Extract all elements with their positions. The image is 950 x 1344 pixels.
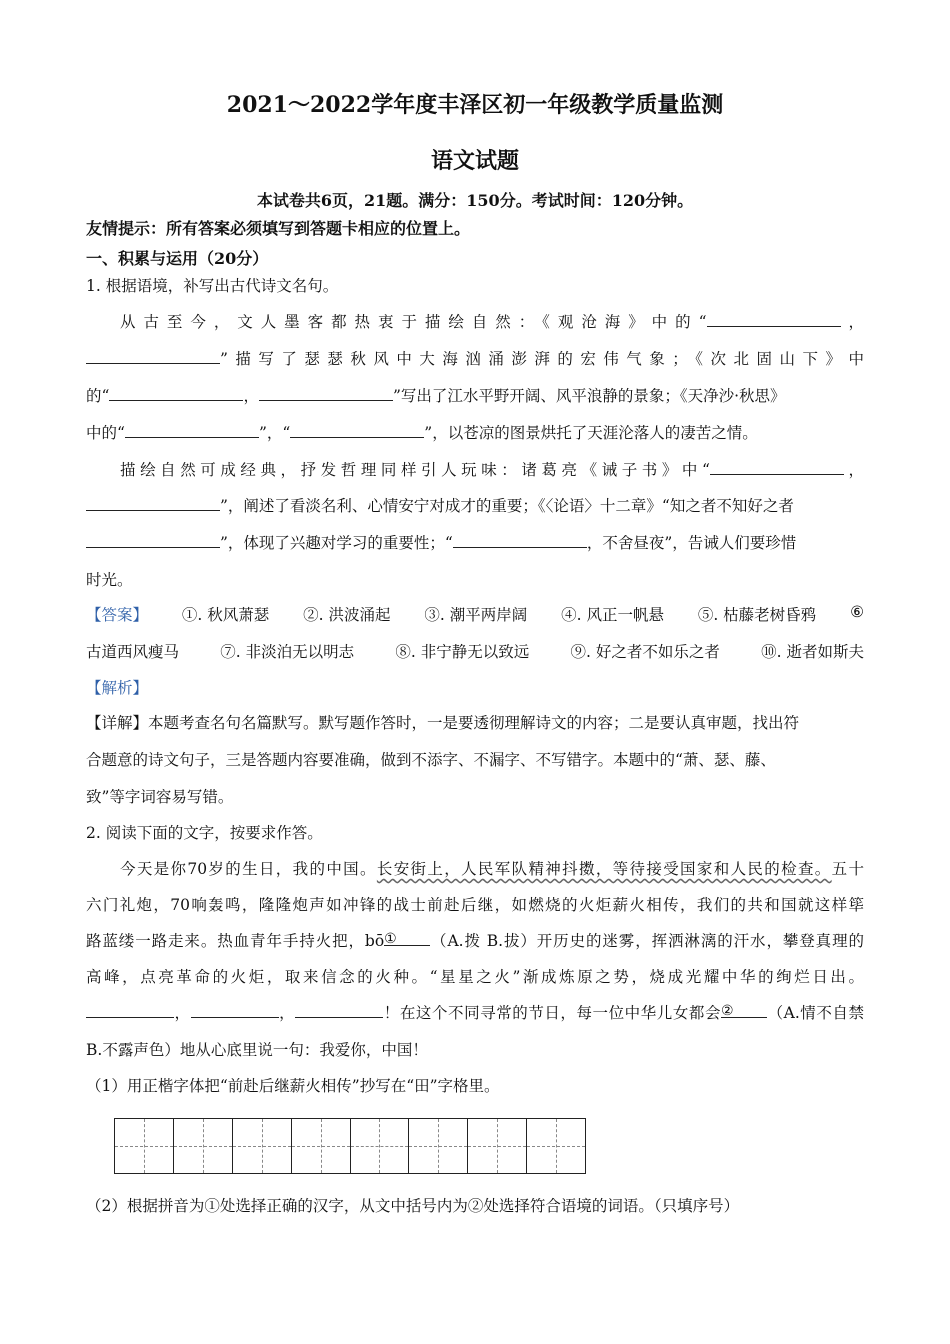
q1-p2-line3: ”，体现了兴趣对学习的重要性；“ ，不舍昼夜”，告诫人们要珍惜: [86, 531, 864, 553]
q1-p1-line2: ”描写了瑟瑟秋风中大海汹涌澎湃的宏伟气象；《次北固山下》中: [86, 347, 864, 369]
blank-8[interactable]: [86, 496, 220, 511]
answer-item: ③. 潮平两岸阔: [424, 606, 528, 624]
grid-cell[interactable]: [351, 1119, 410, 1173]
grid-cell[interactable]: [468, 1119, 527, 1173]
detail-line-3: 致”等字词容易写错。: [86, 788, 234, 806]
blank-6[interactable]: [290, 423, 424, 438]
exam-info: 本试卷共6页，21题。满分：150分。考试时间：120分钟。: [256, 191, 694, 210]
answer-item: 古道西风瘦马: [86, 643, 180, 661]
q1-p2-line4: 时光。: [86, 571, 133, 589]
blank-10[interactable]: [453, 533, 587, 548]
q1-p2-line2: ”，阐述了看淡名利、心情安宁对成才的重要；《〈论语〉十二章》“知之者不知好之者: [86, 494, 864, 516]
detail-line-2: 合题意的诗文句子，三是答题内容要准确，做到不添字、不漏字、不写错字。本题中的“萧、瑟、藤、: [86, 751, 776, 769]
q2-passage-line6: B.不露声色）地从心底里说一句：我爱你，中国！: [86, 1041, 428, 1059]
answer-label: 【答案】: [86, 606, 149, 624]
q2-passage-line1: 今天是你70岁的生日，我的中国。长安街上，人民军队精神抖擞，等待接受国家和人民的检查。五十: [120, 860, 864, 878]
tian-grid[interactable]: [114, 1118, 586, 1174]
q2-passage-line3: 路蓝缕一路走来。热血青年手持火把，bō ① （A.拨 B.拔）开历史的迷雾，挥洒淋漓的汗水，攀登真理的: [86, 931, 864, 950]
blank-word[interactable]: ②: [721, 1003, 767, 1018]
answer-item: ⑩. 逝者如斯夫: [761, 643, 864, 661]
q1-p1-line4: 中的“ ”，“ ”，以苍凉的图景烘托了天涯沦落人的凄苦之情。: [86, 424, 758, 442]
section-heading: 一、积累与运用（20分）: [86, 249, 269, 268]
q2-prompt: 2. 阅读下面的文字，按要求作答。: [86, 824, 323, 842]
blank-7[interactable]: [710, 460, 844, 475]
q1-p1-line3: 的“ ， ”写出了江水平野开阔、风平浪静的景象；《天净沙·秋思》: [86, 387, 786, 405]
answer-item: ④. 风正一帆悬: [561, 606, 664, 624]
q1-prompt: 1. 根据语境，补写出古代诗文名句。: [86, 277, 339, 295]
blank-q2-3[interactable]: [295, 1003, 383, 1018]
q1-p1-line1: 从古至今，文人墨客都热衷于描绘自然：《观沧海》中的“ ，: [120, 313, 864, 331]
q2-sub2: （2）根据拼音为①处选择正确的汉字，从文中括号内为②处选择符合语境的词语。（只填序号）: [86, 1197, 740, 1215]
blank-2[interactable]: [86, 349, 220, 364]
exam-title: 2021～2022学年度丰泽区初一年级教学质量监测: [226, 92, 724, 118]
grid-cell[interactable]: [292, 1119, 351, 1173]
grid-cell[interactable]: [115, 1119, 174, 1173]
blank-3[interactable]: [109, 386, 243, 401]
subject-title: 语文试题: [430, 148, 519, 174]
answer-item: ⑦. 非淡泊无以明志: [220, 643, 355, 661]
q1-p2-line1: 描绘自然可成经典，抒发哲理同样引人玩味：诸葛亮《诫子书》中“ ，: [120, 461, 864, 479]
analysis-label: 【解析】: [86, 679, 149, 697]
grid-cell[interactable]: [174, 1119, 233, 1173]
answer-item: ⑤. 枯藤老树昏鸦: [697, 606, 817, 624]
wavy-underlined-sentence: 长安街上，人民军队精神抖擞，等待接受国家和人民的检查。: [376, 860, 832, 878]
answer-item: ①. 秋风萧瑟: [181, 606, 270, 624]
answer-item: ②. 洪波涌起: [303, 606, 391, 624]
answer-item: ⑥: [850, 603, 864, 621]
q2-passage-line2: 六门礼炮，70响轰鸣，隆隆炮声如冲锋的战士前赴后继，如燃烧的火炬薪火相传，我们的共和国就这样筚: [86, 896, 864, 914]
q2-passage-line5: ， ， ！在这个不同寻常的节日，每一位中华儿女都会 ② （A.情不自禁: [86, 1001, 864, 1023]
q2-sub1: （1）用正楷字体把“前赴后继薪火相传”抄写在“田”字格里。: [86, 1077, 500, 1095]
blank-5[interactable]: [125, 423, 259, 438]
blank-pinyin[interactable]: ①: [384, 931, 430, 946]
blank-q2-2[interactable]: [191, 1003, 279, 1018]
answer-row-1: [86, 603, 864, 625]
grid-cell[interactable]: [527, 1119, 585, 1173]
answer-item: ⑧. 非宁静无以致远: [395, 643, 530, 661]
blank-q2-1[interactable]: [86, 1003, 174, 1018]
answer-item: ⑨. 好之者不如乐之者: [570, 643, 720, 661]
friendly-tip: 友情提示：所有答案必须填写到答题卡相应的位置上。: [86, 219, 471, 238]
grid-cell[interactable]: [233, 1119, 292, 1173]
blank-1[interactable]: [707, 312, 841, 327]
detail-line-1: 【详解】本题考查名句名篇默写。默写题作答时，一是要透彻理解诗文的内容；二是要认真审题，找出符: [86, 714, 800, 732]
grid-cell[interactable]: [409, 1119, 468, 1173]
q2-passage-line4: 高峰，点亮革命的火炬，取来信念的火种。“星星之火”渐成炼原之势，烧成光耀中华的绚烂日出。: [86, 968, 864, 986]
blank-9[interactable]: [86, 533, 220, 548]
answer-row-2: [86, 640, 864, 662]
blank-4[interactable]: [259, 386, 393, 401]
